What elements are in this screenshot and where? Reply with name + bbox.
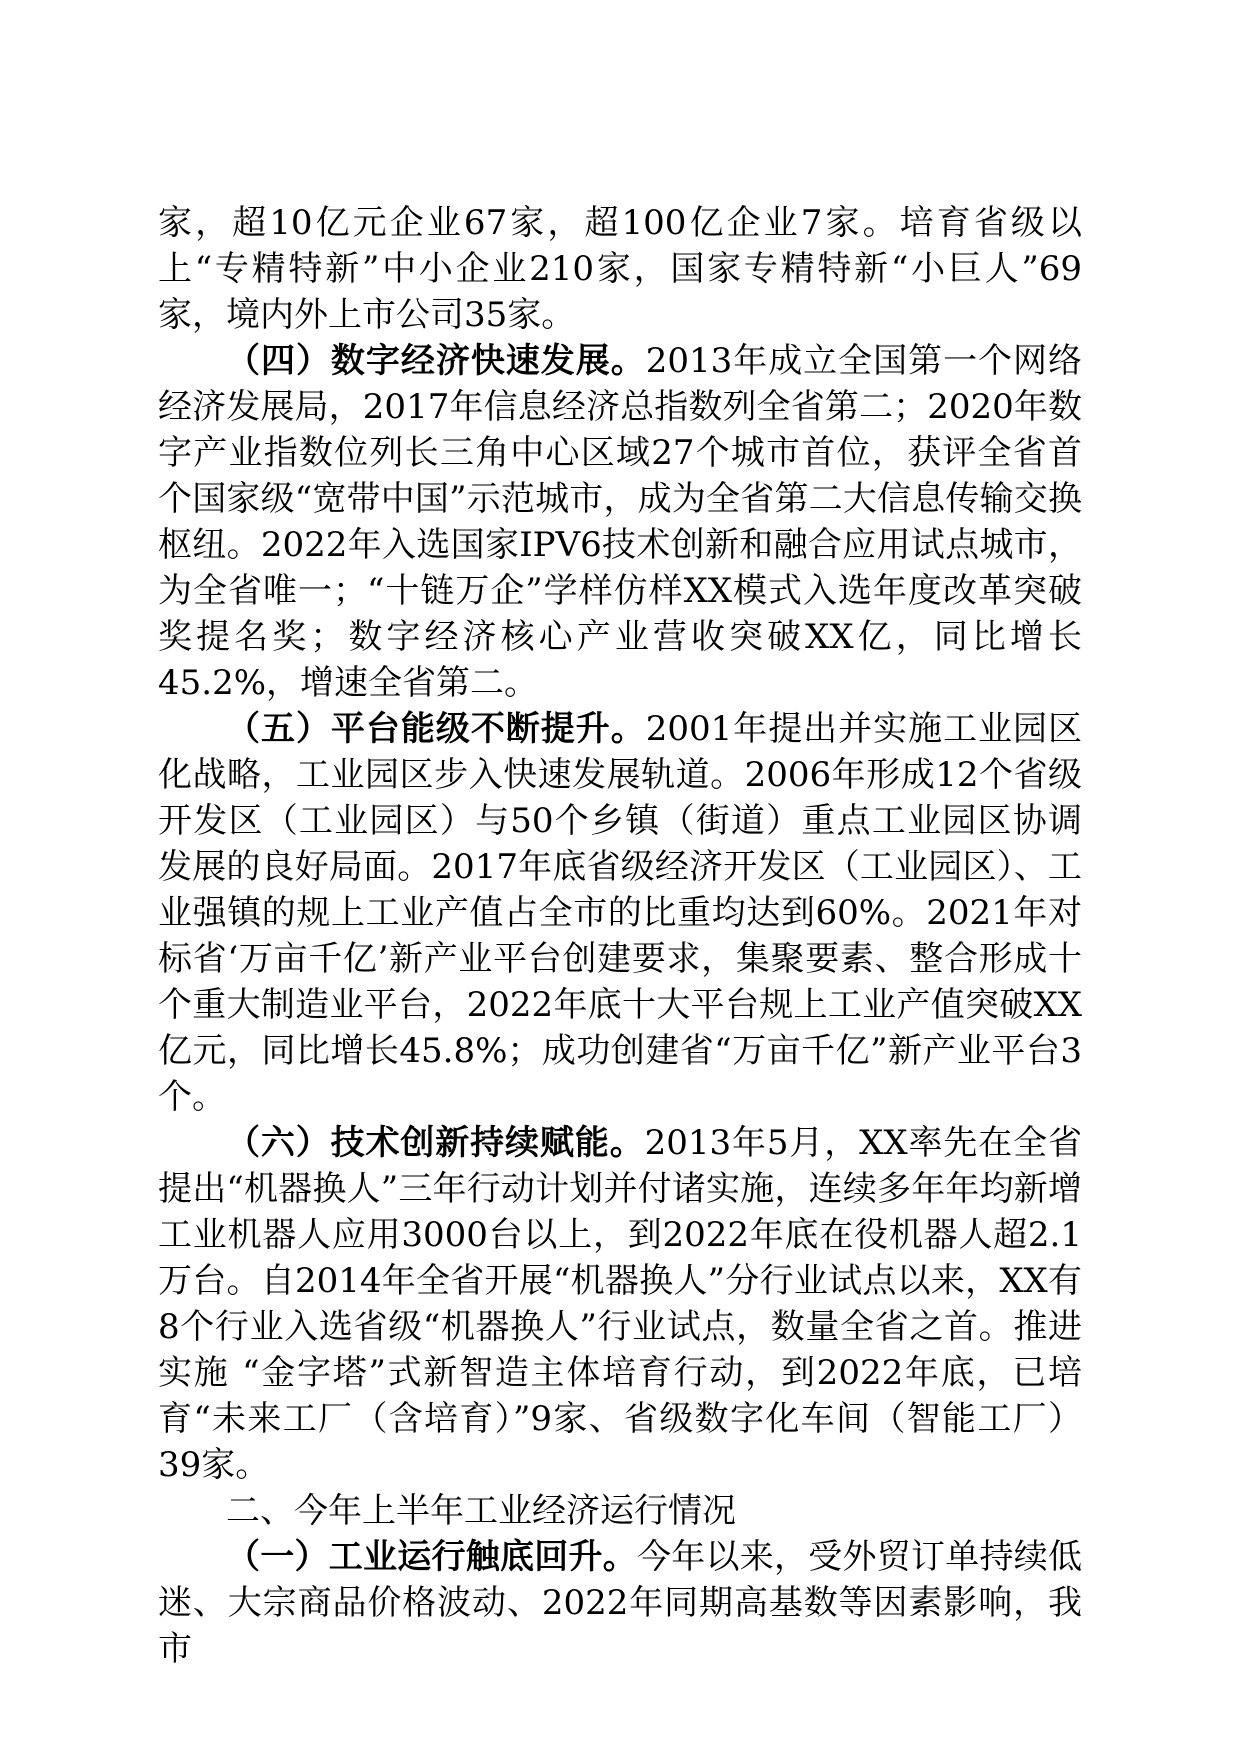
paragraph-text: 2001年提出并实施工业园区化战略，工业园区步入快速发展轨道。2006年形成12个省级开发区（工业园区）与50个乡镇（街道）重点工业园区协调发展的良好局面。2017年底省级经济开发区（工业园区）、工业强镇的规上工业产值占全市的比重均达到60%。2021年对标省‘万亩千亿’新产业平台创建要求，集聚要素、整合形成十个重大制造业平台，2022年底十大平台规上工业产值突破XX亿元，同比增长45.8%；成功创建省“万亩千亿”新产业平台3个。	[158, 709, 1083, 1117]
paragraph-industrial-operation	[158, 1534, 1082, 1672]
paragraph-lead-heading: （四）数字经济快速发展。	[226, 341, 646, 381]
paragraph-lead-heading: （一）工业运行触底回升。	[226, 1537, 637, 1577]
paragraph-tech-innovation	[158, 1120, 1082, 1488]
paragraph-text: 今年以来，受外贸订单持续低迷、大宗商品价格波动、2022年同期高基数等因素影响，我市	[158, 1537, 1082, 1669]
section-heading: 二、今年上半年工业经济运行情况	[226, 1491, 736, 1531]
paragraph-platform-level	[158, 706, 1082, 1120]
paragraph-continuation	[158, 200, 1082, 338]
paragraph-text: 家，超10亿元企业67家，超100亿企业7家。培育省级以上“专精特新”中小企业210家，国家专精特新“小巨人”69家，境内外上市公司35家。	[158, 203, 1082, 335]
paragraph-text: 2013年5月，XX率先在全省提出“机器换人”三年行动计划并付诸实施，连续多年年均新增工业机器人应用3000台以上，到2022年底在役机器人超2.1万台。自2014年全省开展“机器换人”分行业试点以来，XX有8个行业入选省级“机器换人”行业试点，数量全省之首。推进实施 “金字塔”式新智造主体培育行动，到2022年底，已培育“未来工厂（含培育）”9家、省级数字化车间（智能工厂）39家。	[158, 1123, 1082, 1485]
paragraph-lead-heading: （六）技术创新持续赋能。	[226, 1123, 645, 1163]
paragraph-text: 2013年成立全国第一个网络经济发展局，2017年信息经济总指数列全省第二；2020年数字产业指数位列长三角中心区域27个城市首位，获评全省首个国家级“宽带中国”示范城市，成为全省第二大信息传输交换枢纽。2022年入选国家IPV6技术创新和融合应用试点城市，为全省唯一；“十链万企”学样仿样XX模式入选年度改革突破奖提名奖；数字经济核心产业营收突破XX亿，同比增长45.2%，增速全省第二。	[158, 341, 1083, 703]
paragraph-digital-economy	[158, 338, 1082, 706]
paragraph-lead-heading: （五）平台能级不断提升。	[226, 709, 646, 749]
document-body	[158, 200, 1082, 1672]
